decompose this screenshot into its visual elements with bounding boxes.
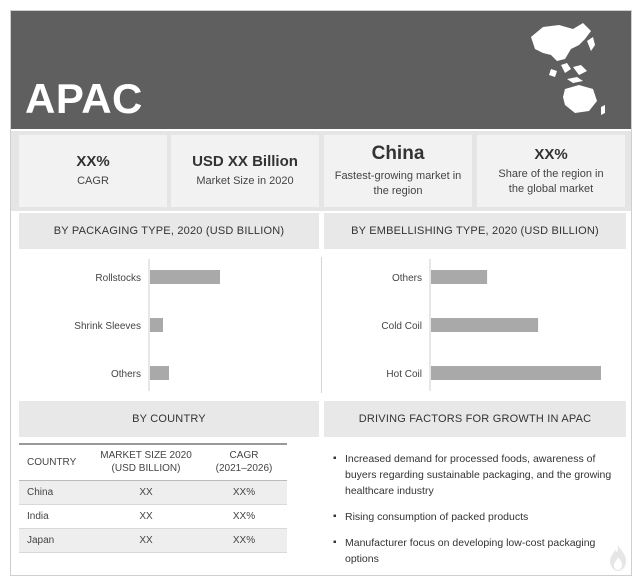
kpi-fastest-growing-value: China — [371, 143, 425, 164]
kpi-cagr-label: CAGR — [77, 175, 109, 187]
kpi-fastest-growing-label-line1: Fastest-growing market in — [334, 170, 462, 182]
packaging-bar-shrink-sleeves — [150, 318, 163, 332]
chart-divider — [321, 257, 322, 393]
region-title: APAC — [25, 75, 143, 122]
packaging-bar-others — [150, 366, 169, 380]
cell-cagr: XX% — [201, 528, 287, 552]
cell-cagr: XX% — [201, 480, 287, 504]
embellishing-bar-others — [431, 270, 487, 284]
packaging-bar-rollstocks — [150, 270, 220, 284]
flame-logo-icon — [607, 543, 629, 573]
table-row — [19, 528, 287, 552]
kpi-row — [11, 131, 631, 211]
packaging-type-heading: BY PACKAGING TYPE, 2020 (USD BILLION) — [19, 213, 319, 249]
col-header-market-size — [91, 444, 201, 480]
list-item: ▪ Manufacturer focus on developing low-cost packaging options — [333, 535, 629, 567]
kpi-market-size-label: Market Size in 2020 — [196, 175, 294, 187]
country-table-header-row — [19, 444, 287, 480]
col-header-market-size-line2: (USD BILLION) — [111, 463, 181, 475]
country-heading: BY COUNTRY — [19, 401, 319, 437]
embellishing-type-chart — [324, 253, 626, 397]
kpi-region-share-label — [498, 167, 603, 197]
list-item: ▪ Increased demand for processed foods, awareness of buyers regarding sustainable packaging, and the growing healthcare industry — [333, 451, 629, 499]
embellishing-bar-hot-coil — [431, 366, 601, 380]
kpi-market-size — [171, 135, 319, 207]
cell-market-size: XX — [91, 504, 201, 528]
kpi-fastest-growing-label — [335, 169, 462, 199]
kpi-fastest-growing-label-line2: the region — [373, 185, 423, 197]
kpi-region-share-label-line2: the global market — [508, 182, 594, 195]
region-banner — [11, 11, 631, 129]
embellishing-category-label: Others — [391, 273, 422, 284]
embellishing-type-heading: BY EMBELLISHING TYPE, 2020 (USD BILLION) — [324, 213, 626, 249]
packaging-category-label: Others — [110, 369, 141, 380]
kpi-cagr-value: XX% — [76, 153, 110, 170]
col-header-cagr-line2: (2021–2026) — [215, 463, 273, 475]
kpi-region-share-label-line1: Share of the region in — [498, 167, 604, 180]
col-header-cagr — [201, 444, 287, 480]
col-header-cagr-line1: CAGR — [229, 450, 259, 462]
packaging-type-chart — [19, 253, 319, 397]
col-header-country: COUNTRY — [19, 444, 91, 480]
embellishing-category-label: Hot Coil — [386, 369, 422, 380]
list-item: ▪ Rising consumption of packed products — [333, 509, 629, 525]
cell-cagr: XX% — [201, 504, 287, 528]
country-table — [19, 443, 287, 553]
cell-country: Japan — [19, 528, 91, 552]
packaging-category-label: Rollstocks — [95, 273, 141, 284]
kpi-fastest-growing — [324, 135, 472, 207]
embellishing-bar-cold-coil — [431, 318, 538, 332]
infographic-frame — [10, 10, 632, 576]
packaging-category-label: Shrink Sleeves — [74, 321, 141, 332]
cell-market-size: XX — [91, 480, 201, 504]
cell-country: India — [19, 504, 91, 528]
driving-factors-heading: DRIVING FACTORS FOR GROWTH IN APAC — [324, 401, 626, 437]
kpi-cagr — [19, 135, 167, 207]
kpi-region-share — [477, 135, 625, 207]
embellishing-category-label: Cold Coil — [381, 321, 422, 332]
cell-market-size: XX — [91, 528, 201, 552]
table-row — [19, 504, 287, 528]
kpi-market-size-value: USD XX Billion — [192, 153, 298, 170]
col-header-market-size-line1: MARKET SIZE 2020 — [100, 450, 192, 462]
table-row — [19, 480, 287, 504]
driving-factors-list — [333, 451, 629, 577]
apac-map-icon — [521, 19, 609, 119]
kpi-region-share-value: XX% — [534, 145, 568, 163]
cell-country: China — [19, 480, 91, 504]
